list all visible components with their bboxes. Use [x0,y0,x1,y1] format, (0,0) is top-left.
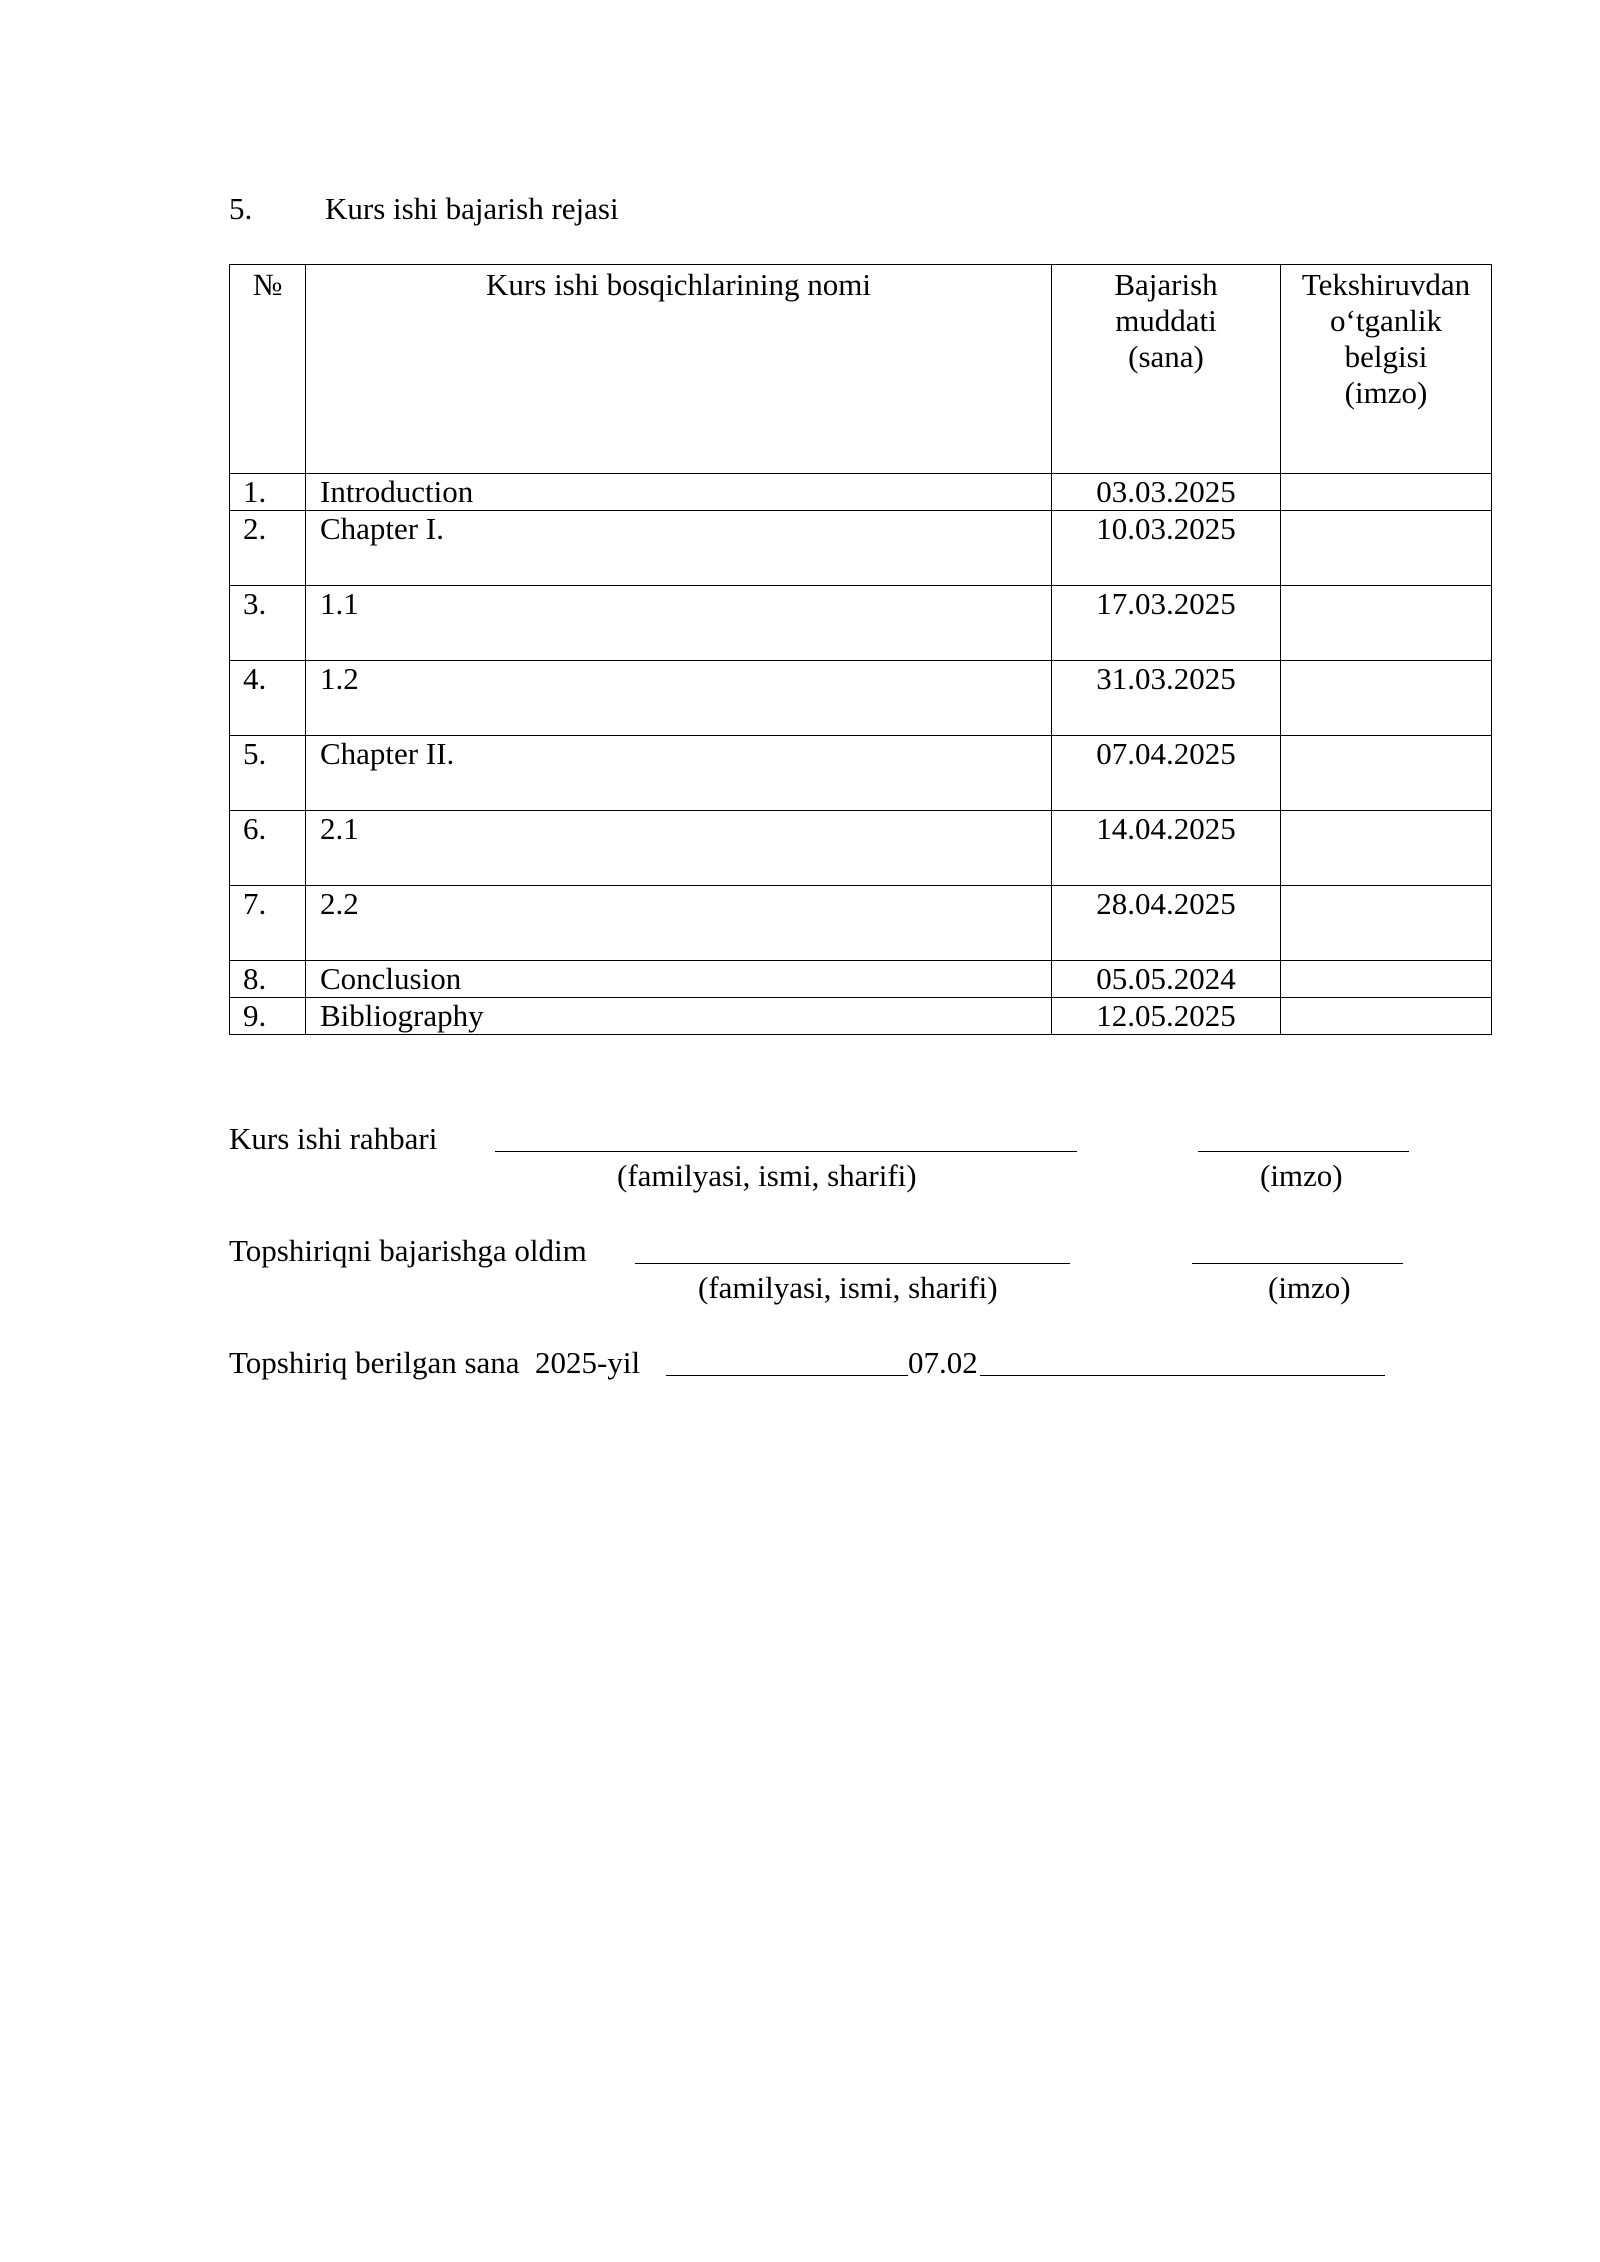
header-signature-line: o‘tganlik [1330,303,1442,338]
issue-date-value: 07.02 [908,1345,978,1380]
table-row [230,736,1492,811]
supervisor-sign-line [1198,1151,1409,1152]
section-number: 5. [229,191,253,226]
row-sign [1281,661,1492,736]
table-row [230,811,1492,886]
row-num: 5. [230,736,306,811]
row-num: 4. [230,661,306,736]
student-name-line [635,1263,1070,1264]
row-date: 07.04.2025 [1052,736,1281,811]
row-date: 10.03.2025 [1052,511,1281,586]
row-sign [1281,811,1492,886]
row-sign [1281,736,1492,811]
table-row [230,474,1492,511]
section-heading [229,190,619,227]
row-name: Introduction [306,474,1052,511]
row-name: Conclusion [306,961,1052,998]
row-num: 8. [230,961,306,998]
header-signature-line: Tekshiruvdan [1301,267,1471,302]
supervisor-sign-caption: (imzo) [1260,1158,1343,1193]
row-date: 14.04.2025 [1052,811,1281,886]
table-row [230,886,1492,961]
issue-date-year: 2025-yil [535,1345,641,1380]
student-sign-caption: (imzo) [1268,1270,1351,1305]
row-name: 1.1 [306,586,1052,661]
row-name: Chapter II. [306,736,1052,811]
header-deadline-line: muddati [1115,303,1217,338]
row-name: 1.2 [306,661,1052,736]
issue-date-line [229,1344,640,1381]
row-num: 7. [230,886,306,961]
student-name-caption: (familyasi, ismi, sharifi) [698,1270,998,1305]
issue-date-blank-line [666,1375,908,1376]
row-sign [1281,961,1492,998]
row-date: 17.03.2025 [1052,586,1281,661]
row-name: Bibliography [306,998,1052,1035]
row-date: 31.03.2025 [1052,661,1281,736]
row-date: 28.04.2025 [1052,886,1281,961]
supervisor-name-caption: (familyasi, ismi, sharifi) [617,1158,917,1193]
row-name: 2.2 [306,886,1052,961]
row-num: 2. [230,511,306,586]
plan-table [229,264,1492,1035]
student-label: Topshiriqni bajarishga oldim [229,1233,587,1268]
row-name: 2.1 [306,811,1052,886]
table-row [230,961,1492,998]
student-sign-line [1192,1263,1403,1264]
row-sign [1281,511,1492,586]
header-deadline-line: Bajarish [1114,267,1218,302]
supervisor-name-line [495,1151,1077,1152]
row-date: 12.05.2025 [1052,998,1281,1035]
table-row [230,586,1492,661]
row-sign [1281,586,1492,661]
header-deadline-line: (sana) [1128,339,1204,374]
table-row [230,661,1492,736]
row-num: 9. [230,998,306,1035]
row-num: 6. [230,811,306,886]
header-signature-line: (imzo) [1344,375,1428,410]
header-deadline [1052,265,1281,474]
table-row [230,511,1492,586]
row-num: 3. [230,586,306,661]
issue-date-trailing-line [980,1375,1385,1376]
table-header-row [230,265,1492,474]
row-date: 05.05.2024 [1052,961,1281,998]
supervisor-label: Kurs ishi rahbari [229,1121,438,1156]
header-name: Kurs ishi bosqichlarining nomi [306,265,1052,474]
row-date: 03.03.2025 [1052,474,1281,511]
row-num: 1. [230,474,306,511]
header-signature-line: belgisi [1344,339,1428,374]
table-row [230,998,1492,1035]
row-name: Chapter I. [306,511,1052,586]
section-title: Kurs ishi bajarish rejasi [325,191,619,226]
row-sign [1281,886,1492,961]
header-num: № [230,265,306,474]
row-sign [1281,474,1492,511]
row-sign [1281,998,1492,1035]
issue-date-label: Topshiriq berilgan sana [229,1345,520,1380]
header-signature [1281,265,1492,474]
